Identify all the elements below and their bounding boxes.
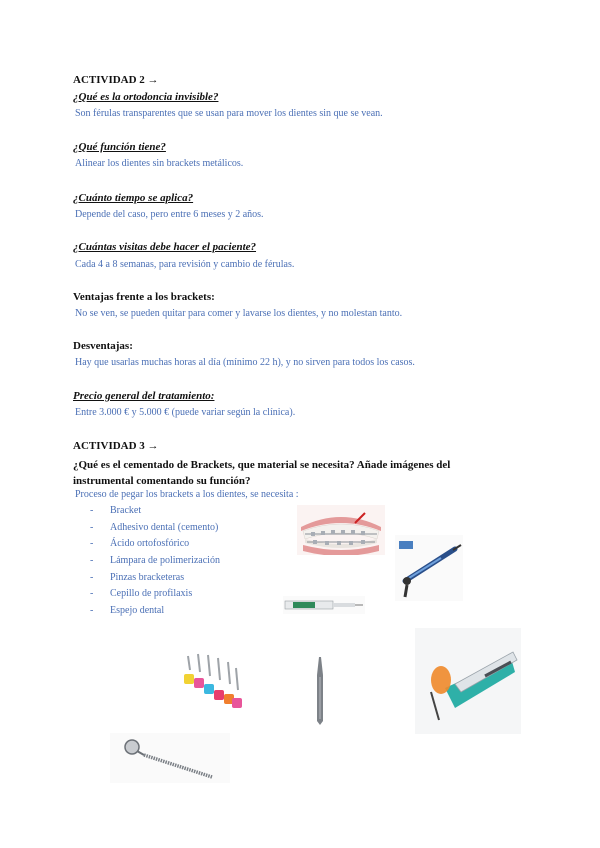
disadvantages-heading: Desventajas: [73,340,133,352]
price-text: Entre 3.000 € y 5.000 € (puede variar según la clínica). [75,407,296,418]
question-duration: ¿Cuánto tiempo se aplica? [73,192,194,204]
activity3-question: ¿Qué es el cementado de Brackets, que material se necesita? Añade imágenes del instrumental comentando su función? [73,459,451,487]
acid-syringe-image [283,596,365,614]
activity2-title: ACTIVIDAD 2 → [73,74,159,86]
curing-lamp-image [415,628,521,734]
list-item: - Bracket [90,505,142,516]
answer-function: Alinear los dientes sin brackets metálicos. [75,158,244,169]
list-item: - Espejo dental [90,605,165,617]
prophylaxis-brushes-image [180,650,245,712]
activity3-answer: Proceso de pegar los brackets a los dientes, se necesita : [75,489,299,500]
advantages-text: No se ven, se pueden quitar para comer y lavarse los dientes, y no molestan tanto. [75,308,403,319]
question-function: ¿Qué función tiene? [73,141,166,153]
advantages-heading: Ventajas frente a los brackets: [73,291,215,303]
bracket-tweezers-image [310,655,330,727]
answer-invisible-orthodontics: Son férulas transparentes que se usan para mover los dientes sin que se vean. [75,108,383,119]
question-visits: ¿Cuántas visitas debe hacer el paciente? [73,241,257,253]
list-item: - Lámpara de polimerización [90,555,220,567]
teeth-brackets-image [297,505,385,555]
price-heading: Precio general del tratamiento: [73,390,215,402]
list-item: - Cepillo de profilaxis [90,588,193,600]
adhesive-syringe-image [395,535,463,601]
activity3-title: ACTIVIDAD 3 → [73,440,159,452]
list-item: - Ácido ortofosfórico [90,538,190,550]
materials-list [90,503,220,620]
question-invisible-orthodontics: ¿Qué es la ortodoncia invisible? [73,91,219,103]
list-item: - Adhesivo dental (cemento) [90,521,219,533]
list-item: - Pinzas bracketeras [90,571,185,583]
answer-visits: Cada 4 a 8 semanas, para revisión y cambio de férulas. [75,259,295,270]
disadvantages-text: Hay que usarlas muchas horas al día (mínimo 22 h), y no sirven para todos los casos. [75,357,415,368]
answer-duration: Depende del caso, pero entre 6 meses y 2 años. [75,209,264,220]
dental-mirror-image [110,733,230,783]
